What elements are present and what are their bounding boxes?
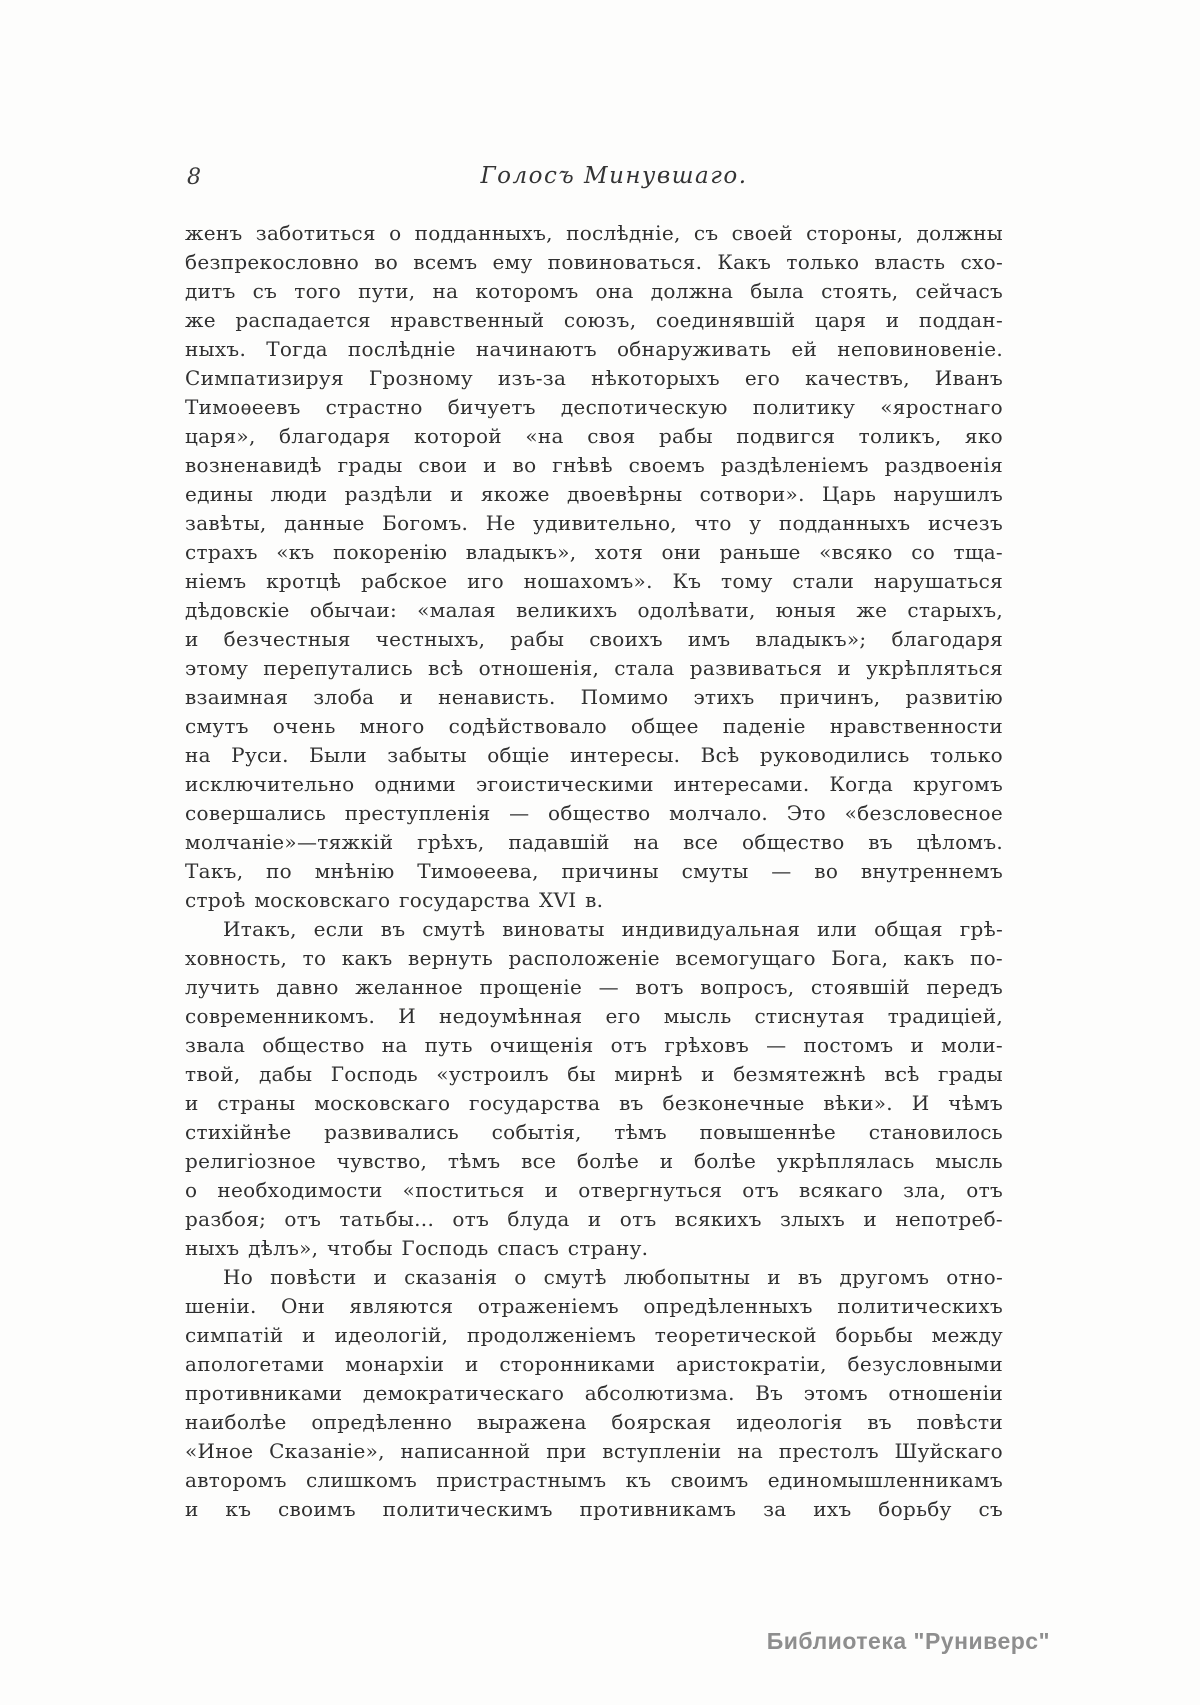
text-line: и къ своимъ политическимъ противникамъ за ихъ борьбу съ xyxy=(185,1497,1003,1521)
text-line: апологетами монархіи и сторонниками аристократіи, безусловными xyxy=(185,1352,1003,1376)
text-line: стихійнѣе развивались событія, тѣмъ повышеннѣе становилось xyxy=(185,1120,1003,1144)
text-line: твой, дабы Господь «устроилъ бы мирнѣ и безмятежнѣ всѣ грады xyxy=(185,1062,1003,1086)
text-line: дѣдовскіе обычаи: «малая великихъ одолѣвати, юныя же старыхъ, xyxy=(185,598,1003,622)
text-line: ніемъ кротцѣ рабское иго ношахомъ». Къ тому стали нарушаться xyxy=(185,569,1003,593)
text-line: этому перепутались всѣ отношенія, стала развиваться и укрѣпляться xyxy=(185,656,1003,680)
text-line: смутъ очень много содѣйствовало общее паденіе нравственности xyxy=(185,714,1003,738)
text-line: безпрекословно во всемъ ему повиноваться. Какъ только власть схо- xyxy=(185,250,1003,274)
text-line: исключительно одними эгоистическими интересами. Когда кругомъ xyxy=(185,772,1003,796)
text-line: Симпатизируя Грозному изъ-за нѣкоторыхъ его качествъ, Иванъ xyxy=(185,366,1003,390)
text-line: авторомъ слишкомъ пристрастнымъ къ своимъ единомышленникамъ xyxy=(185,1468,1003,1492)
text-line: лучить давно желанное прощеніе — вотъ вопросъ, стоявшій передъ xyxy=(185,975,1003,999)
text-line: современникомъ. И недоумѣнная его мысль стиснутая традиціей, xyxy=(185,1004,1003,1028)
text-line: противниками демократическаго абсолютизма. Въ этомъ отношеніи xyxy=(185,1381,1003,1405)
text-line: строѣ московскаго государства XVI в. xyxy=(185,888,604,912)
text-line: и страны московскаго государства въ безконечные вѣки». И чѣмъ xyxy=(185,1091,1003,1115)
text-line: на Руси. Были забыты общіе интересы. Всѣ руководились только xyxy=(185,743,1003,767)
text-line: страхъ «къ покоренію владыкъ», хотя они раньше «всяко со тща- xyxy=(185,540,1003,564)
text-line: взаимная злоба и ненависть. Помимо этихъ причинъ, развитію xyxy=(185,685,1003,709)
text-line: разбоя; отъ татьбы... отъ блуда и отъ всякихъ злыхъ и непотреб- xyxy=(185,1207,1003,1231)
text-line: Итакъ, если въ смутѣ виноваты индивидуальная или общая грѣ- xyxy=(223,917,1003,941)
text-line: молчаніе»—тяжкій грѣхъ, падавшій на все общество въ цѣломъ. xyxy=(185,830,1003,854)
text-line: совершались преступленія — общество молчало. Это «безсловесное xyxy=(185,801,1003,825)
text-line: женъ заботиться о подданныхъ, послѣдніе, съ своей стороны, должны xyxy=(185,221,1003,245)
paragraph xyxy=(185,1263,1003,1524)
text-line: и безчестныя честныхъ, рабы своихъ имъ владыкъ»; благодаря xyxy=(185,627,1003,651)
text-line: Такъ, по мнѣнію Тимоѳеева, причины смуты — во внутреннемъ xyxy=(185,859,1003,883)
text-line: наиболѣе опредѣленно выражена боярская идеологія въ повѣсти xyxy=(185,1410,1003,1434)
text-line: ныхъ дѣлъ», чтобы Господь спасъ страну. xyxy=(185,1236,649,1260)
text-line: едины люди раздѣли и якоже двоевѣрны сотвори». Царь нарушилъ xyxy=(185,482,1003,506)
text-line: же распадается нравственный союзъ, соединявшій царя и поддан- xyxy=(185,308,1003,332)
text-line: ныхъ. Тогда послѣдніе начинаютъ обнаруживать ей неповиновеніе. xyxy=(185,337,1003,361)
text-line: завѣты, данные Богомъ. Не удивительно, что у подданныхъ исчезъ xyxy=(185,511,1003,535)
text-line: ховность, то какъ вернуть расположеніе всемогущаго Бога, какъ по- xyxy=(185,946,1003,970)
text-line: Тимоѳеевъ страстно бичуетъ деспотическую политику «яростнаго xyxy=(185,395,1003,419)
journal-title: Голосъ Минувшаго. xyxy=(480,163,748,189)
text-line: звала общество на путь очищенія отъ грѣховъ — постомъ и моли- xyxy=(185,1033,1003,1057)
text-line: о необходимости «поститься и отвергнуться отъ всякаго зла, отъ xyxy=(185,1178,1003,1202)
text-line: религіозное чувство, тѣмъ все болѣе и болѣе укрѣплялась мысль xyxy=(185,1149,1003,1173)
page-header xyxy=(185,163,1003,197)
text-line: дитъ съ того пути, на которомъ она должна была стоять, сейчасъ xyxy=(185,279,1003,303)
paragraph xyxy=(185,915,1003,1263)
paragraph xyxy=(185,219,1003,915)
text-line: царя», благодаря которой «на своя рабы подвигся толикъ, яко xyxy=(185,424,1003,448)
library-watermark: Библиотека "Руниверс" xyxy=(766,1628,1050,1654)
text-line: «Иное Сказаніе», написанной при вступленіи на престолъ Шуйскаго xyxy=(185,1439,1003,1463)
page-number: 8 xyxy=(187,165,201,190)
text-line: возненавидѣ грады свои и во гнѣвѣ своемъ раздѣленіемъ раздвоенія xyxy=(185,453,1003,477)
text-line: Но повѣсти и сказанія о смутѣ любопытны и въ другомъ отно- xyxy=(223,1265,1003,1289)
text-line: шеніи. Они являются отраженіемъ опредѣленныхъ политическихъ xyxy=(185,1294,1003,1318)
body-text xyxy=(185,219,1003,1524)
text-line: симпатій и идеологій, продолженіемъ теоретической борьбы между xyxy=(185,1323,1003,1347)
